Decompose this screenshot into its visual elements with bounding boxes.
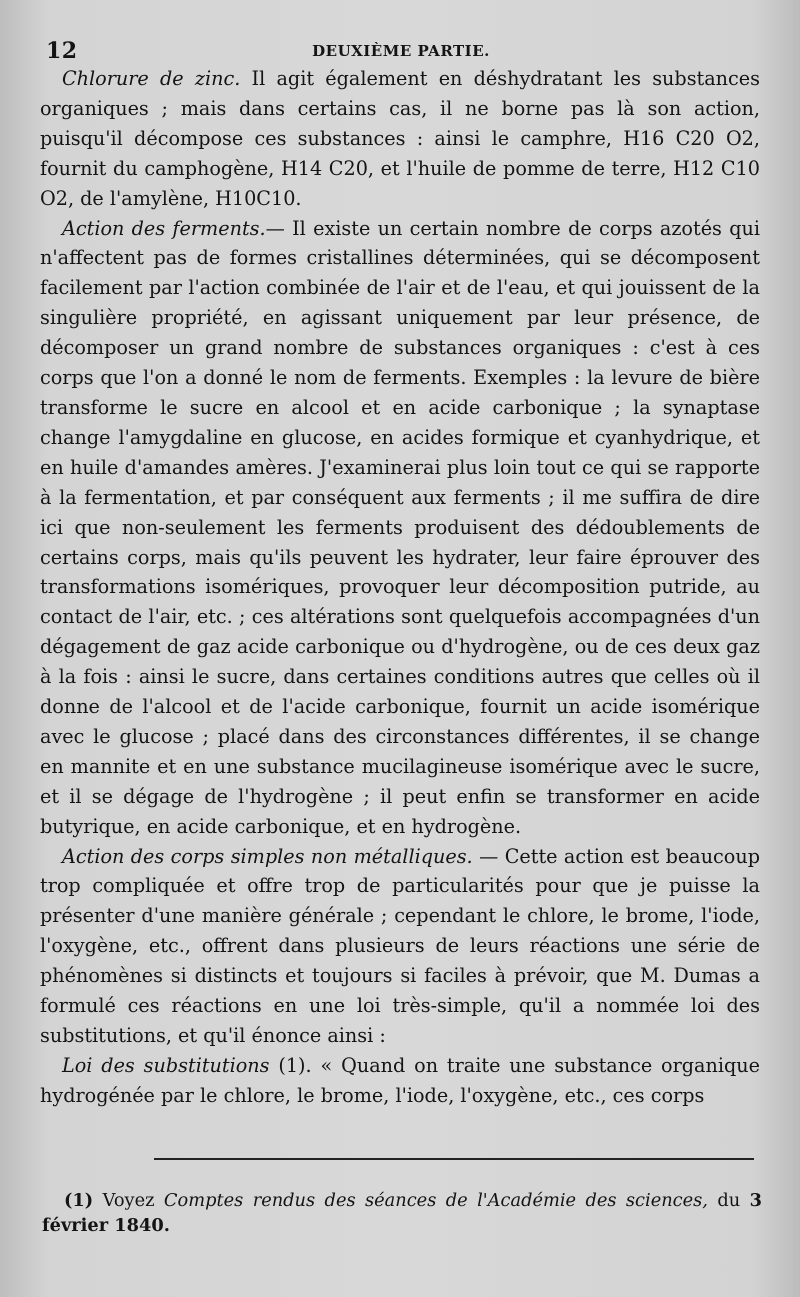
paragraph-action-des-ferments <box>40 214 760 842</box>
footnote <box>42 1188 762 1238</box>
paragraph-text: (1). « Quand on traite une substance organique hydrogénée par le chlore, le brome, l'iode, l'oxygène, etc., ces corps <box>40 1053 760 1107</box>
paragraph-text: — Cette action est beaucoup trop compliquée et offre trop de particularités pour que je puisse la présenter d'une manière générale ; cependant le chlore, le brome, l'iode, l'oxygène, etc., offrent dans plusieurs de leurs réactions une série de phénomènes si distincts et toujours si faciles à prévoir, que M. Dumas a formulé ces réactions en une loi très-simple, qu'il a nommée loi des substitutions, et qu'il énonce ainsi : <box>40 844 760 1047</box>
page-header <box>40 34 762 64</box>
footnote-title: Comptes rendus des séances de l'Académie des sciences, <box>163 1190 708 1211</box>
page-number: 12 <box>46 38 78 64</box>
paragraph-lead: Loi des substitutions <box>62 1053 270 1077</box>
body-text <box>40 64 760 1111</box>
footnote-divider <box>154 1158 754 1160</box>
paragraph-lead: Action des corps simples non métalliques. <box>62 844 473 868</box>
paragraph-loi-des-substitutions <box>40 1051 760 1111</box>
footnote-mark: (1) <box>64 1190 94 1211</box>
footnote-suffix: du <box>707 1190 750 1211</box>
paragraph-corps-simples <box>40 842 760 1051</box>
running-title: DEUXIÈME PARTIE. <box>312 42 490 60</box>
paragraph-text: Il agit également en déshydratant les substances organiques ; mais dans certains cas, il ne borne pas là son action, puisqu'il décompose ces substances : ainsi le camphre, H16 C20 O2, fournit du camphogène, H14 C20, et l'huile de pomme de terre, H12 C10 O2, de l'amylène, H10C10. <box>40 67 760 210</box>
footnote-prefix: Voyez <box>93 1190 164 1211</box>
paragraph-lead: Action des ferments. <box>62 216 266 240</box>
footnote-date: 3 février 1840. <box>42 1190 763 1236</box>
paragraph-chlorure-de-zinc <box>40 64 760 214</box>
paragraph-text: — Il existe un certain nombre de corps azotés qui n'affectent pas de formes cristallines déterminées, qui se décomposent facilement par l'action combinée de l'air et de l'eau, et qui jouissent de la singulière propriété, en agissant uniquement par leur présence, de décomposer un grand nombre de substances organiques : c'est à ces corps que l'on a donné le nom de ferments. Exemples : la levure de bière transforme le sucre en alcool et en acide carbonique ; la synaptase change l'amygdaline en glucose, en acides formique et cyanhydrique, et en huile d'amandes amères. J'examinerai plus loin tout ce qui se rapporte à la fermentation, et par conséquent aux ferments ; il me suffira de dire ici que non-seulement les ferments produisent des dédoublements de certains corps, mais qu'ils peuvent les hydrater, leur faire éprouver des transformations isomériques, provoquer leur décomposition putride, au contact de l'air, etc. ; ces altérations sont quelquefois accompagnées d'un dégagement de gaz acide carbonique ou d'hydrogène, ou de ces deux gaz à la fois : ainsi le sucre, dans certaines conditions autres que celles où il donne de l'alcool et de l'acide carbonique, fournit un acide isomérique avec le glucose ; placé dans des circonstances différentes, il se change en mannite et en une substance mucilagineuse isomérique avec le sucre, et il se dégage de l'hydrogène ; il peut enfin se transformer en acide butyrique, en acide carbonique, et en hydrogène. <box>40 216 760 838</box>
paragraph-lead: Chlorure de zinc. <box>62 67 241 90</box>
